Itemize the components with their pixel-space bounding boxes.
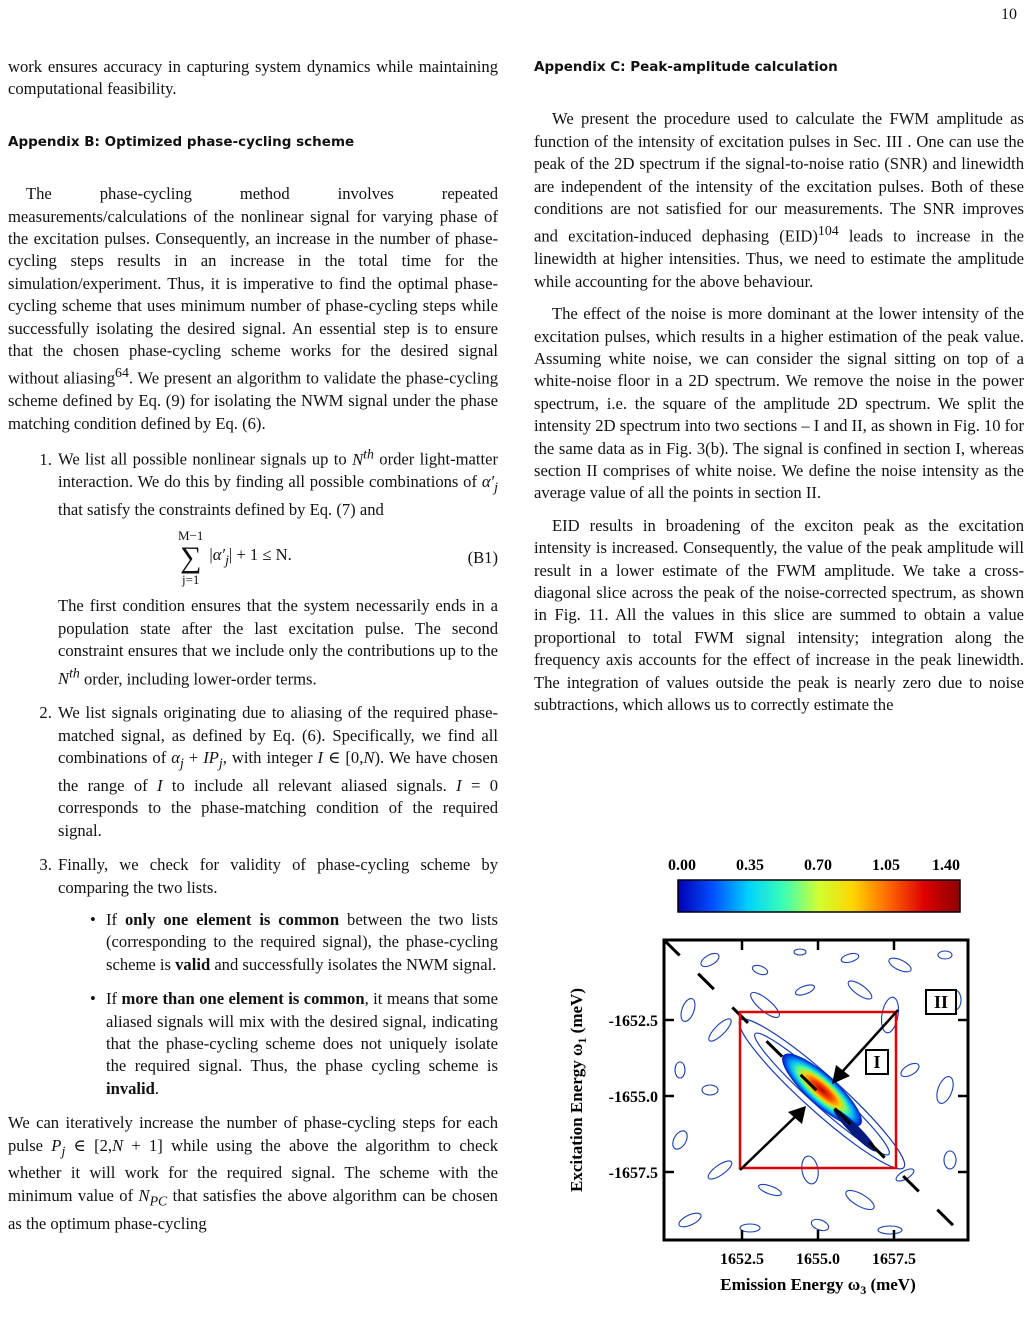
equation-label: (B1) — [467, 548, 498, 568]
appendix-c-heading: Appendix C: Peak-amplitude calculation — [534, 59, 838, 75]
plot-area — [664, 940, 968, 1240]
appendix-b-heading: Appendix B: Optimized phase-cycling scheme — [8, 133, 355, 150]
x-tick-label: 1655.0 — [796, 1251, 840, 1268]
appendix-b-paragraph: The phase-cycling method involves repeated measurements/calculations of the nonlinear signal for varying phase of the excitation pulses. Consequently, an increase in the number of phase-cycling steps results in an increase in the total time for the simulation/experiment. Thus, it is imperative to find the optimal phase-cycling scheme that uses minimum number of phase-cycling steps while successfully isolating the desired signal. An essential step is to ensure that the chosen phase-cycling scheme works for the desired signal without aliasing$^{64}$. We present an algorithm to validate the phase-cycling scheme defined by Eq. (9) for isolating the NWM signal under the phase matching condition defined by Eq. (6). — [8, 184, 498, 433]
bullet-invalid: • If more than one element is common, it means that some aliased signals will mix with the desired signal, indicating that the phase-cycling scheme does not uniquely isolate the required signal. Thus, the phase cycling scheme is invalid. — [104, 988, 498, 1100]
appendix-c-paragraph-3: EID results in broadening of the exciton peak as the excitation intensity is increased. Consequently, the value of the peak amplitude will result in a lower estimate of the FWM amplitude. We take a cross-diagonal slice across the peak of the noise-corrected spectrum, as shown in Fig. 11. All the values in this slice are summed to obtain a value proportional to total FWM signal intensity; integration along the frequency axis accounts for the effect of increase in the peak linewidth. The integration of values outside the peak is nearly zero due to noise subtractions, which allows us to correctly estimate the — [534, 515, 1024, 715]
colorbar-strip — [678, 880, 960, 912]
list-item: 1. We list all possible nonlinear signals up to $N^{th}$ order light-matter interaction. We do this by finding all possible combinations of $\alpha'_j$ that satisfy the constraints defined by Eq. (7) and M−1 ∑ j=1 $|\alpha'_j| + 1 \le N$. (B1) The first condition ensures that the system necessarily ends in a population state after the last excitation pulse. The second constraint ensures that we include only the contributions up to the $N^{th}$ order, including lower-order terms. — [56, 443, 498, 690]
colorbar-tick: 0.70 — [804, 857, 832, 874]
figure-2d-spectrum — [560, 840, 1000, 1320]
equation-b1: M−1 ∑ j=1 $|\alpha'_j| + 1 \le N$. (B1) — [178, 528, 498, 588]
section-II-label: II — [933, 992, 949, 1012]
colorbar-tick: 1.05 — [872, 857, 900, 874]
colorbar-tick: 0.00 — [668, 857, 696, 874]
x-axis-label: Emission Energy $\omega_3$ (meV) — [720, 1275, 916, 1297]
citation-104: 104 — [817, 223, 839, 239]
x-tick-label: 1652.5 — [720, 1251, 764, 1268]
colorbar-tick: 1.40 — [932, 857, 960, 874]
list-item: 2. We list signals originating due to aliasing of the required phase-matched signal, as defined by Eq. (6). Specifically, we find all combinations of $\alpha_j + IP_j$, with integer I ∈ [0,N). We have chosen the range of I to include all relevant aliased signals. I = 0 corresponds to the phase-matching condition of the required signal. — [56, 702, 498, 842]
closing-paragraph: We can iteratively increase the number of phase-cycling steps for each pulse $P_j$ ∈ [2,N + 1] while using the above the algorithm to check whether it will work for the required signal. The scheme with the minimum value of $N_{PC}$ that satisfies the above algorithm can be chosen as the optimum phase-cycling — [8, 1113, 499, 1233]
y-axis-label: Excitation Energy $\omega_1$ (meV) — [567, 988, 589, 1192]
page-number: 10 — [1001, 6, 1017, 23]
y-tick-label: -1652.5 — [608, 1013, 658, 1030]
appendix-c-paragraph-1: We present the procedure used to calculate the FWM amplitude as function of the intensity of excitation pulses in Sec. III . One can use the peak of the 2D spectrum if the signal-to-noise ratio (SNR) and linewidth are independent of the intensity of the excitation pulses. Both of these conditions are not satisfied for our measurements. The SNR improves and excitation-induced dephasing (EID)$^{104}$ leads to increase in the linewidth at higher intensities. Thus, we need to estimate the amplitude while accounting for the above behaviour. — [534, 109, 1024, 291]
left-column — [8, 56, 498, 1235]
spectrum-plot — [560, 840, 1000, 1320]
colorbar — [668, 857, 960, 912]
x-tick-label: 1657.5 — [872, 1251, 916, 1268]
bullet-valid: • If only one element is common between the two lists (corresponding to the required signal), the phase-cycling scheme is valid and successfully isolates the NWM signal. — [104, 909, 498, 976]
continuation-text: work ensures accuracy in capturing system dynamics while maintaining computational feasibility. — [8, 57, 498, 99]
colorbar-tick: 0.35 — [736, 857, 764, 874]
algorithm-list — [8, 443, 498, 1100]
y-tick-label: -1655.0 — [608, 1089, 658, 1106]
citation-64: 64 — [115, 365, 129, 381]
appendix-c-paragraph-2: The effect of the noise is more dominant at the lower intensity of the excitation pulses, which results in a higher estimation of the peak value. Assuming white noise, we can consider the signal sitting on top of a white-noise floor in a 2D spectrum. We remove the noise in the power spectrum, i.e. the square of the amplitude 2D spectrum. We split the intensity 2D spectrum into two sections – I and II, as shown in Fig. 10 for the same data as in Fig. 3(b). The signal is confined in section I, whereas section II comprises of white noise. We define the noise intensity as the average value of all the points in section II. — [534, 304, 1024, 503]
right-column — [534, 56, 1024, 717]
y-tick-label: -1657.5 — [608, 1165, 658, 1182]
section-I-label: I — [873, 1052, 881, 1072]
list-item: 3. Finally, we check for validity of phase-cycling scheme by comparing the two lists. • If only one element is common between the two lists (corresponding to the required signal), the phase-cycling scheme is valid and successfully isolates the NWM signal. • If more than one element is common, it means that some aliased signals will mix with the desired signal, indicating that the phase-cycling scheme does not uniquely isolate the required signal. Thus, the phase cycling scheme is invalid. — [56, 854, 498, 1100]
